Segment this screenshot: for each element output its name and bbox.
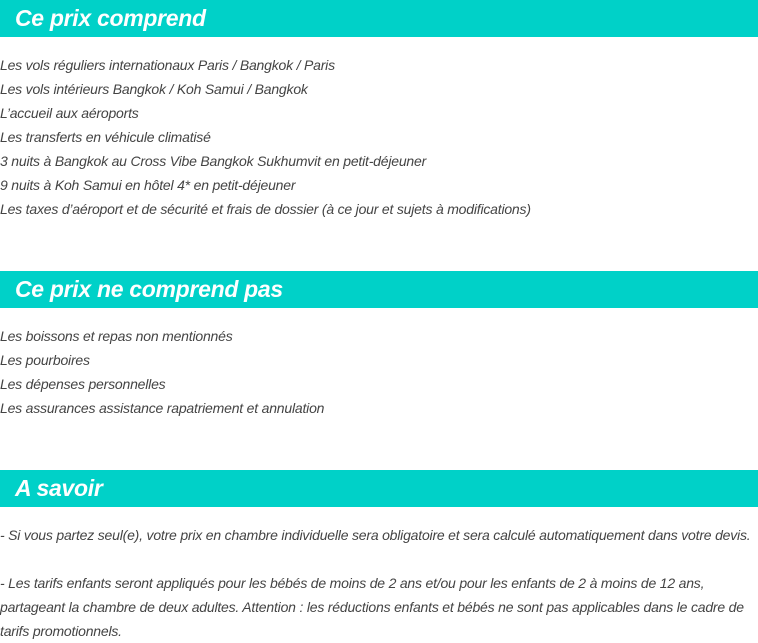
list-item: Les vols réguliers internationaux Paris / Bangkok / Paris xyxy=(0,57,335,73)
list-item: Les vols intérieurs Bangkok / Koh Samui / Bangkok xyxy=(0,81,308,97)
list-item: Les assurances assistance rapatriement et annulation xyxy=(0,400,325,416)
info-paragraph: - Les tarifs enfants seront appliqués pour les bébés de moins de 2 ans et/ou pour les enfants de 2 à moins de 12 ans, partageant la chambre de deux adultes. Attention : les réductions enfants et bébés ne sont pas applicables dans le cadre de tarifs promotionnels. xyxy=(0,575,744,639)
section-header-good-to-know: A savoir xyxy=(0,470,758,507)
info-paragraph: - Si vous partez seul(e), votre prix en chambre individuelle sera obligatoire et sera calculé automatiquement dans votre devis. xyxy=(0,527,751,543)
section-header-included: Ce prix comprend xyxy=(0,0,758,37)
list-item: Les boissons et repas non mentionnés xyxy=(0,328,233,344)
list-item: Les dépenses personnelles xyxy=(0,376,166,392)
list-item: Les pourboires xyxy=(0,352,90,368)
not-included-list xyxy=(0,324,324,420)
list-item: Les taxes d’aéroport et de sécurité et frais de dossier (à ce jour et sujets à modifications) xyxy=(0,201,531,217)
list-item: 3 nuits à Bangkok au Cross Vibe Bangkok Sukhumvit en petit-déjeuner xyxy=(0,153,427,169)
list-item: L’accueil aux aéroports xyxy=(0,105,139,121)
included-list xyxy=(0,53,531,221)
section-header-not-included: Ce prix ne comprend pas xyxy=(0,271,758,308)
list-item: 9 nuits à Koh Samui en hôtel 4* en petit-déjeuner xyxy=(0,177,296,193)
list-item: Les transferts en véhicule climatisé xyxy=(0,129,211,145)
